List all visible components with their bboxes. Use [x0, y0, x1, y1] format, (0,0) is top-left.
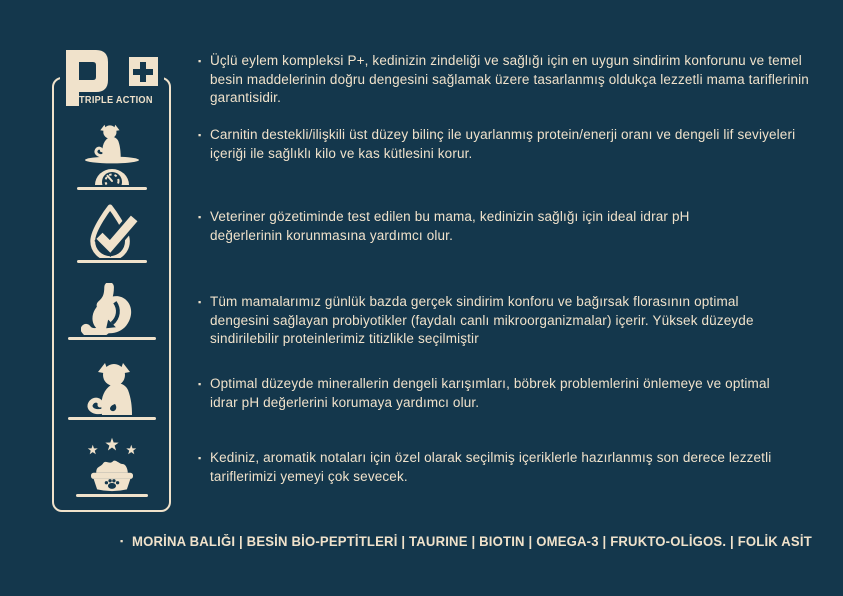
- bullet-marker: ▪: [198, 212, 202, 222]
- feature-icon-column: [52, 50, 171, 512]
- bullet-item: [198, 208, 758, 245]
- bullet-text: Carnitin destekli/ilişkili üst düzey bilinç ile uyarlanmış protein/enerji oranı ve dengeli lif seviyeleri içeriği ile sağlıklı kilo ve kas kütlesini korur.: [210, 127, 796, 161]
- feature-icon-block: [77, 204, 147, 263]
- triple-action-logo: [60, 50, 164, 107]
- bullet-item: [198, 375, 770, 412]
- bullet-item: [198, 449, 782, 486]
- cat-on-scale-icon: [77, 123, 147, 185]
- bullet-marker: ▪: [198, 379, 202, 389]
- bullet-marker: ▪: [198, 453, 202, 463]
- bullet-item: [198, 52, 810, 108]
- ingredients-text: MORİNA BALIĞI | BESİN BİO-PEPTİTLERİ | TAURINE | BIOTIN | OMEGA-3 | FRUKTO-OLİGOS. | FOLİK ASİT: [132, 534, 812, 549]
- plus-icon: [129, 57, 158, 86]
- bullet-text: Optimal düzeyde minerallerin dengeli karışımları, böbrek problemlerini önlemeye ve optimal idrar pH değerlerini korumaya yardımcı olur.: [210, 376, 770, 410]
- icon-underline: [77, 187, 147, 190]
- icon-underline: [68, 417, 156, 420]
- stomach-icon: [81, 283, 143, 335]
- feature-icon-block: [77, 123, 147, 190]
- bullet-item: [198, 293, 800, 349]
- bullet-text: Veteriner gözetiminde test edilen bu mama, kedinizin sağlığı için ideal idrar pH değerlerinin korunmasına yardımcı olur.: [210, 209, 690, 243]
- food-bowl-stars-icon: [77, 436, 147, 492]
- footer-bullet-marker: ▪: [120, 536, 124, 546]
- bullet-text: Tüm mamalarımız günlük bazda gerçek sindirim konforu ve bağırsak florasının optimal dengesini sağlayan probiyotikler (faydalı canlı mikroorganizmalar) içerir. Yüksek düzeyde sindirilebilir proteinlerimiz titizlikle seçilmiştir: [210, 294, 754, 346]
- feature-icon-block: [68, 362, 156, 420]
- bullet-text: Üçlü eylem kompleksi P+, kedinizin zindeliği ve sağlığı için en uygun sindirim konforunu ve temel besin maddelerinin doğru dengesini sağlamak üzere tasarlanmış oldukça lezzetli mama tariflerinin garantisidir.: [210, 53, 809, 105]
- bullet-marker: ▪: [198, 130, 202, 140]
- bullet-item: [198, 126, 808, 163]
- icon-underline: [76, 494, 148, 497]
- water-drop-check-icon: [83, 204, 141, 258]
- feature-icon-block: [68, 283, 156, 340]
- icon-underline: [77, 260, 147, 263]
- logo-tagline: TRIPLE ACTION: [78, 95, 153, 106]
- bullet-marker: ▪: [198, 56, 202, 66]
- icon-underline: [68, 337, 156, 340]
- sitting-cat-icon: [84, 362, 140, 415]
- ingredients-line: [120, 533, 833, 550]
- feature-icon-block: [76, 436, 148, 497]
- bullet-text: Kediniz, aromatik notaları için özel olarak seçilmiş içeriklerle hazırlanmış son derece lezzetli tariflerimizi yemeyi çok sevecek.: [210, 450, 772, 484]
- bullet-marker: ▪: [198, 297, 202, 307]
